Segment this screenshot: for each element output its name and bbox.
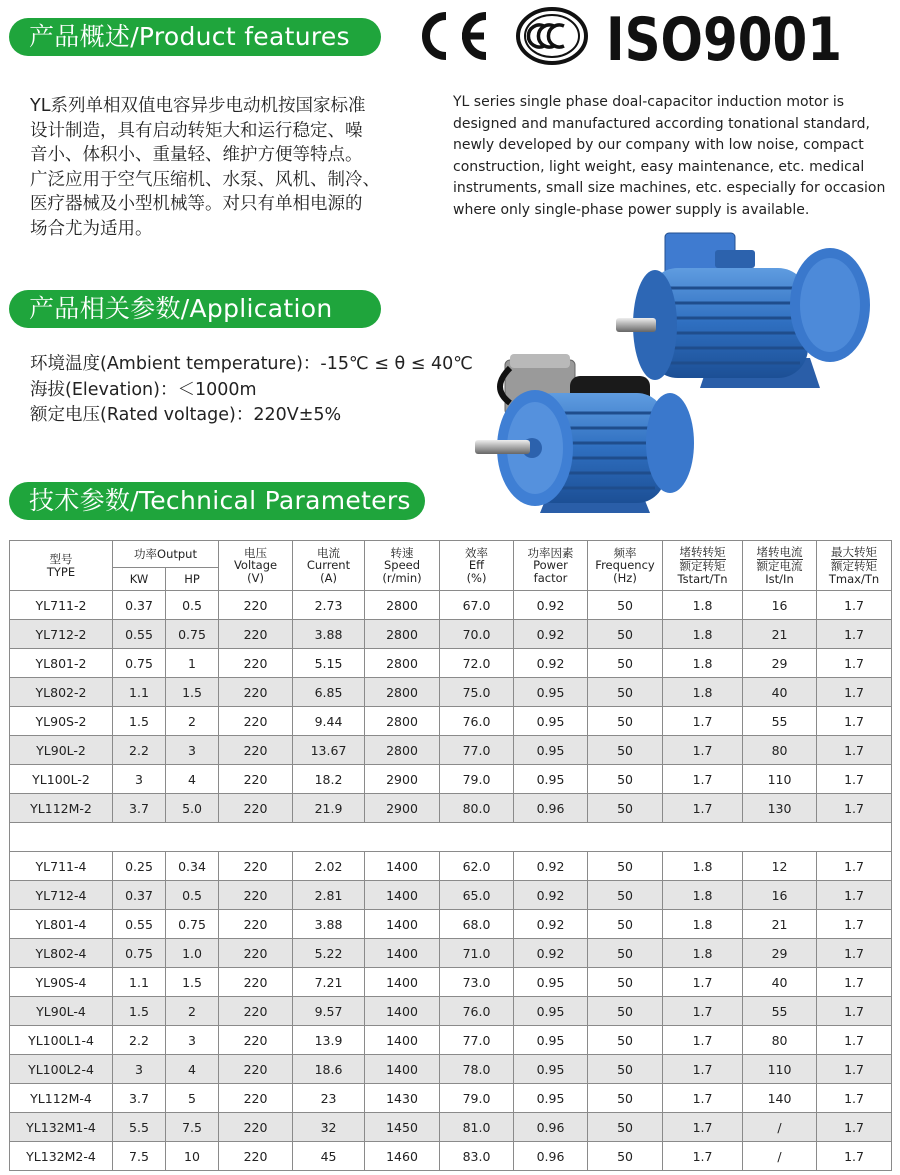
- cell-efficiency: 78.0: [440, 1055, 514, 1084]
- cell-voltage: 220: [219, 852, 293, 881]
- cell-frequency: 50: [588, 997, 663, 1026]
- cell-tmax-tn: 1.7: [817, 910, 892, 939]
- cell-speed: 1400: [365, 1026, 440, 1055]
- cell-speed: 1400: [365, 997, 440, 1026]
- cell-ist-in: 21: [743, 620, 817, 649]
- cell-kw: 0.37: [113, 881, 166, 910]
- cell-power-factor: 0.95: [514, 765, 588, 794]
- ccc-mark-icon: [514, 4, 590, 68]
- heading-application: 产品相关参数/Application: [9, 290, 381, 328]
- cell-power-factor: 0.92: [514, 910, 588, 939]
- cell-efficiency: 76.0: [440, 707, 514, 736]
- cell-type: YL801-4: [10, 910, 113, 939]
- cell-voltage: 220: [219, 881, 293, 910]
- cell-voltage: 220: [219, 591, 293, 620]
- cell-ist-in: 55: [743, 997, 817, 1026]
- cell-speed: 1450: [365, 1113, 440, 1142]
- cell-tmax-tn: 1.7: [817, 765, 892, 794]
- cell-ist-in: /: [743, 1142, 817, 1171]
- header-speed: 转速 Speed (r/min): [365, 541, 440, 591]
- cell-tstart-tn: 1.7: [663, 968, 743, 997]
- cell-current: 13.67: [293, 736, 365, 765]
- cell-current: 5.15: [293, 649, 365, 678]
- cell-type: YL100L1-4: [10, 1026, 113, 1055]
- cell-efficiency: 72.0: [440, 649, 514, 678]
- description-en-line: where only single-phase power supply is available.: [453, 201, 810, 218]
- cell-speed: 2800: [365, 678, 440, 707]
- cell-type: YL90S-2: [10, 707, 113, 736]
- cell-ist-in: 16: [743, 881, 817, 910]
- cell-voltage: 220: [219, 620, 293, 649]
- cell-speed: 2800: [365, 649, 440, 678]
- cell-tmax-tn: 1.7: [817, 1055, 892, 1084]
- cell-ist-in: 80: [743, 736, 817, 765]
- cell-current: 3.88: [293, 620, 365, 649]
- cell-type: YL90S-4: [10, 968, 113, 997]
- cell-tstart-tn: 1.8: [663, 852, 743, 881]
- table-row: [10, 765, 892, 794]
- cell-tstart-tn: 1.8: [663, 620, 743, 649]
- cell-ist-in: 16: [743, 591, 817, 620]
- table-separator-row: [10, 823, 892, 852]
- cell-kw: 0.75: [113, 939, 166, 968]
- description-en-line: construction, light weight, easy maintenance, etc. medical: [453, 158, 865, 175]
- cell-frequency: 50: [588, 968, 663, 997]
- cell-type: YL100L2-4: [10, 1055, 113, 1084]
- cell-voltage: 220: [219, 1084, 293, 1113]
- cell-tmax-tn: 1.7: [817, 620, 892, 649]
- cell-kw: 0.75: [113, 649, 166, 678]
- motor-small: [475, 354, 694, 513]
- cell-ist-in: 40: [743, 968, 817, 997]
- cell-tstart-tn: 1.7: [663, 1142, 743, 1171]
- cell-type: YL132M1-4: [10, 1113, 113, 1142]
- cell-hp: 1.0: [166, 939, 219, 968]
- cell-frequency: 50: [588, 1142, 663, 1171]
- cell-power-factor: 0.95: [514, 997, 588, 1026]
- cell-tstart-tn: 1.8: [663, 881, 743, 910]
- cell-hp: 1.5: [166, 678, 219, 707]
- cell-type: YL802-4: [10, 939, 113, 968]
- cell-hp: 0.34: [166, 852, 219, 881]
- description-cn-line: 场合尤为适用。: [30, 218, 153, 239]
- cell-tstart-tn: 1.8: [663, 678, 743, 707]
- header-type: 型号 TYPE: [10, 541, 113, 591]
- cell-efficiency: 70.0: [440, 620, 514, 649]
- cell-speed: 1400: [365, 1055, 440, 1084]
- header-current: 电流 Current (A): [293, 541, 365, 591]
- cell-frequency: 50: [588, 939, 663, 968]
- cell-voltage: 220: [219, 910, 293, 939]
- cell-frequency: 50: [588, 910, 663, 939]
- cell-power-factor: 0.95: [514, 736, 588, 765]
- cell-ist-in: 12: [743, 852, 817, 881]
- cell-type: YL801-2: [10, 649, 113, 678]
- cell-power-factor: 0.92: [514, 620, 588, 649]
- cell-tmax-tn: 1.7: [817, 707, 892, 736]
- cell-tmax-tn: 1.7: [817, 678, 892, 707]
- table-row: [10, 939, 892, 968]
- cell-frequency: 50: [588, 1055, 663, 1084]
- cell-efficiency: 77.0: [440, 736, 514, 765]
- cell-kw: 5.5: [113, 1113, 166, 1142]
- cell-frequency: 50: [588, 649, 663, 678]
- cell-speed: 1460: [365, 1142, 440, 1171]
- cell-efficiency: 77.0: [440, 1026, 514, 1055]
- cell-power-factor: 0.96: [514, 1113, 588, 1142]
- application-parameters: [30, 352, 473, 429]
- cell-hp: 4: [166, 765, 219, 794]
- cell-hp: 0.5: [166, 881, 219, 910]
- header-frequency: 频率 Frequency (Hz): [588, 541, 663, 591]
- cell-hp: 10: [166, 1142, 219, 1171]
- header-tstart-tn: 堵转转矩 额定转矩 Tstart/Tn: [663, 541, 743, 591]
- cell-tmax-tn: 1.7: [817, 591, 892, 620]
- cell-power-factor: 0.92: [514, 852, 588, 881]
- cell-frequency: 50: [588, 881, 663, 910]
- cell-voltage: 220: [219, 765, 293, 794]
- cell-kw: 0.55: [113, 620, 166, 649]
- cell-frequency: 50: [588, 1113, 663, 1142]
- cell-frequency: 50: [588, 852, 663, 881]
- cell-kw: 0.55: [113, 910, 166, 939]
- description-en-line: designed and manufactured according tonational standard,: [453, 115, 870, 132]
- header-tmax-tn: 最大转矩 额定转矩 Tmax/Tn: [817, 541, 892, 591]
- cell-efficiency: 68.0: [440, 910, 514, 939]
- cell-current: 2.02: [293, 852, 365, 881]
- cell-type: YL711-2: [10, 591, 113, 620]
- cell-tmax-tn: 1.7: [817, 881, 892, 910]
- cell-power-factor: 0.96: [514, 794, 588, 823]
- cell-type: YL712-2: [10, 620, 113, 649]
- cell-kw: 0.37: [113, 591, 166, 620]
- cell-tmax-tn: 1.7: [817, 1142, 892, 1171]
- cell-ist-in: 29: [743, 649, 817, 678]
- cell-frequency: 50: [588, 678, 663, 707]
- cell-power-factor: 0.92: [514, 591, 588, 620]
- table-row: [10, 649, 892, 678]
- cell-current: 5.22: [293, 939, 365, 968]
- cell-type: YL112M-4: [10, 1084, 113, 1113]
- cell-kw: 3.7: [113, 794, 166, 823]
- cell-tmax-tn: 1.7: [817, 939, 892, 968]
- cell-frequency: 50: [588, 1084, 663, 1113]
- cell-tmax-tn: 1.7: [817, 997, 892, 1026]
- cell-frequency: 50: [588, 591, 663, 620]
- cell-kw: 1.5: [113, 707, 166, 736]
- cell-kw: 3: [113, 1055, 166, 1084]
- cell-type: YL90L-4: [10, 997, 113, 1026]
- cell-power-factor: 0.95: [514, 968, 588, 997]
- cell-tstart-tn: 1.8: [663, 591, 743, 620]
- cell-hp: 4: [166, 1055, 219, 1084]
- cell-kw: 3.7: [113, 1084, 166, 1113]
- cell-power-factor: 0.92: [514, 881, 588, 910]
- cell-ist-in: 80: [743, 1026, 817, 1055]
- cell-current: 2.81: [293, 881, 365, 910]
- cell-current: 18.2: [293, 765, 365, 794]
- cell-type: YL712-4: [10, 881, 113, 910]
- cell-efficiency: 80.0: [440, 794, 514, 823]
- cell-kw: 2.2: [113, 1026, 166, 1055]
- cell-type: YL132M2-4: [10, 1142, 113, 1171]
- cell-speed: 1400: [365, 910, 440, 939]
- cell-tstart-tn: 1.7: [663, 1055, 743, 1084]
- cell-ist-in: 130: [743, 794, 817, 823]
- cell-hp: 2: [166, 997, 219, 1026]
- param-elevation: 海拔(Elevation)：＜1000m: [30, 379, 257, 400]
- cell-tstart-tn: 1.7: [663, 1084, 743, 1113]
- cell-ist-in: 40: [743, 678, 817, 707]
- header-kw: KW: [113, 568, 166, 591]
- header-power-factor: 功率因素 Power factor: [514, 541, 588, 591]
- cell-tstart-tn: 1.7: [663, 794, 743, 823]
- heading-product-features: 产品概述/Product features: [9, 18, 381, 56]
- cell-efficiency: 71.0: [440, 939, 514, 968]
- cell-frequency: 50: [588, 794, 663, 823]
- cell-speed: 2900: [365, 794, 440, 823]
- cell-hp: 7.5: [166, 1113, 219, 1142]
- cell-tstart-tn: 1.7: [663, 1113, 743, 1142]
- cell-tmax-tn: 1.7: [817, 1084, 892, 1113]
- cell-current: 9.57: [293, 997, 365, 1026]
- svg-text:ISO9001: ISO9001: [606, 5, 842, 75]
- cell-current: 9.44: [293, 707, 365, 736]
- cell-ist-in: 29: [743, 939, 817, 968]
- cell-kw: 3: [113, 765, 166, 794]
- description-en-line: newly developed by our company with low noise, compact: [453, 137, 864, 153]
- cell-power-factor: 0.92: [514, 649, 588, 678]
- cell-voltage: 220: [219, 968, 293, 997]
- table-row: [10, 591, 892, 620]
- header-voltage: 电压 Voltage (V): [219, 541, 293, 591]
- cell-efficiency: 76.0: [440, 997, 514, 1026]
- param-rated-voltage: 额定电压(Rated voltage)：220V±5%: [30, 405, 342, 425]
- cell-current: 2.73: [293, 591, 365, 620]
- cell-speed: 2800: [365, 620, 440, 649]
- cell-ist-in: 140: [743, 1084, 817, 1113]
- cell-hp: 0.75: [166, 910, 219, 939]
- cell-voltage: 220: [219, 1026, 293, 1055]
- cell-speed: 1400: [365, 852, 440, 881]
- header-output: 功率Output: [113, 541, 219, 568]
- cell-voltage: 220: [219, 678, 293, 707]
- cell-speed: 2800: [365, 736, 440, 765]
- technical-parameters-table: [9, 540, 892, 1171]
- description-english: [453, 92, 893, 221]
- cell-speed: 1400: [365, 881, 440, 910]
- param-ambient-temperature: 环境温度(Ambient temperature)：-15℃ ≤ θ ≤ 40℃: [30, 354, 473, 374]
- cell-hp: 5: [166, 1084, 219, 1113]
- cell-speed: 2800: [365, 591, 440, 620]
- cell-hp: 1: [166, 649, 219, 678]
- description-en-line: instruments, small size machines, etc. especially for occasion: [453, 180, 886, 196]
- cell-frequency: 50: [588, 707, 663, 736]
- cell-frequency: 50: [588, 1026, 663, 1055]
- table-row: [10, 1055, 892, 1084]
- cell-ist-in: 110: [743, 1055, 817, 1084]
- cell-current: 45: [293, 1142, 365, 1171]
- cell-kw: 2.2: [113, 736, 166, 765]
- cell-voltage: 220: [219, 649, 293, 678]
- cell-tmax-tn: 1.7: [817, 736, 892, 765]
- header-ist-in: 堵转电流 额定电流 Ist/In: [743, 541, 817, 591]
- table-row: [10, 678, 892, 707]
- cell-tmax-tn: 1.7: [817, 1113, 892, 1142]
- cell-kw: 7.5: [113, 1142, 166, 1171]
- cell-efficiency: 75.0: [440, 678, 514, 707]
- description-cn-line: YL系列单相双值电容异步电动机按国家标准: [30, 96, 366, 116]
- cell-tstart-tn: 1.8: [663, 649, 743, 678]
- cell-type: YL711-4: [10, 852, 113, 881]
- iso9001-mark: [606, 4, 846, 75]
- cell-voltage: 220: [219, 1055, 293, 1084]
- cell-voltage: 220: [219, 997, 293, 1026]
- cell-tmax-tn: 1.7: [817, 794, 892, 823]
- cell-efficiency: 81.0: [440, 1113, 514, 1142]
- description-cn-line: 医疗器械及小型机械等。对只有单相电源的: [30, 194, 363, 214]
- cell-type: YL802-2: [10, 678, 113, 707]
- table-row: [10, 1142, 892, 1171]
- cell-ist-in: /: [743, 1113, 817, 1142]
- cell-ist-in: 55: [743, 707, 817, 736]
- header-efficiency: 效率 Eff (%): [440, 541, 514, 591]
- table-row: [10, 910, 892, 939]
- cell-power-factor: 0.96: [514, 1142, 588, 1171]
- cell-tmax-tn: 1.7: [817, 649, 892, 678]
- cell-voltage: 220: [219, 939, 293, 968]
- cell-tstart-tn: 1.7: [663, 997, 743, 1026]
- table-row: [10, 736, 892, 765]
- cell-power-factor: 0.95: [514, 1026, 588, 1055]
- cell-speed: 1430: [365, 1084, 440, 1113]
- cell-power-factor: 0.92: [514, 939, 588, 968]
- cell-current: 13.9: [293, 1026, 365, 1055]
- description-cn-line: 广泛应用于空气压缩机、水泵、风机、制冷、: [30, 169, 380, 190]
- cell-voltage: 220: [219, 794, 293, 823]
- cell-efficiency: 67.0: [440, 591, 514, 620]
- cell-kw: 1.1: [113, 678, 166, 707]
- cell-type: YL112M-2: [10, 794, 113, 823]
- cell-speed: 1400: [365, 939, 440, 968]
- cell-current: 3.88: [293, 910, 365, 939]
- cell-tstart-tn: 1.7: [663, 765, 743, 794]
- cell-efficiency: 65.0: [440, 881, 514, 910]
- cell-hp: 0.75: [166, 620, 219, 649]
- cell-tstart-tn: 1.8: [663, 910, 743, 939]
- cell-voltage: 220: [219, 736, 293, 765]
- cell-kw: 0.25: [113, 852, 166, 881]
- cell-ist-in: 21: [743, 910, 817, 939]
- separator-cell: [10, 823, 892, 852]
- table-row: [10, 1026, 892, 1055]
- description-cn-line: 设计制造，具有启动转矩大和运行稳定、噪: [30, 120, 363, 141]
- cell-tstart-tn: 1.7: [663, 1026, 743, 1055]
- description-chinese: [30, 94, 430, 241]
- cell-efficiency: 79.0: [440, 1084, 514, 1113]
- motor-large: [616, 233, 870, 388]
- cell-current: 18.6: [293, 1055, 365, 1084]
- table-row: [10, 881, 892, 910]
- cell-efficiency: 79.0: [440, 765, 514, 794]
- cell-hp: 1.5: [166, 968, 219, 997]
- table-row: [10, 1084, 892, 1113]
- ce-mark-icon: [412, 4, 492, 68]
- cell-voltage: 220: [219, 1113, 293, 1142]
- cell-kw: 1.1: [113, 968, 166, 997]
- cell-ist-in: 110: [743, 765, 817, 794]
- cell-efficiency: 62.0: [440, 852, 514, 881]
- description-en-line: YL series single phase doal-capacitor induction motor is: [453, 94, 845, 110]
- table-row: [10, 997, 892, 1026]
- cell-power-factor: 0.95: [514, 1084, 588, 1113]
- cell-tstart-tn: 1.7: [663, 707, 743, 736]
- cell-current: 6.85: [293, 678, 365, 707]
- cell-power-factor: 0.95: [514, 707, 588, 736]
- cell-hp: 3: [166, 736, 219, 765]
- cell-tmax-tn: 1.7: [817, 968, 892, 997]
- cell-power-factor: 0.95: [514, 678, 588, 707]
- cell-current: 23: [293, 1084, 365, 1113]
- cell-hp: 5.0: [166, 794, 219, 823]
- heading-technical-parameters: 技术参数/Technical Parameters: [9, 482, 425, 520]
- cell-speed: 2900: [365, 765, 440, 794]
- cell-frequency: 50: [588, 765, 663, 794]
- cell-frequency: 50: [588, 736, 663, 765]
- cell-hp: 0.5: [166, 591, 219, 620]
- cell-tstart-tn: 1.7: [663, 736, 743, 765]
- table-row: [10, 794, 892, 823]
- cell-speed: 1400: [365, 968, 440, 997]
- cell-hp: 2: [166, 707, 219, 736]
- cell-current: 32: [293, 1113, 365, 1142]
- table-row: [10, 968, 892, 997]
- cell-tmax-tn: 1.7: [817, 1026, 892, 1055]
- table-row: [10, 1113, 892, 1142]
- table-row: [10, 620, 892, 649]
- cell-type: YL100L-2: [10, 765, 113, 794]
- cell-current: 21.9: [293, 794, 365, 823]
- table-row: [10, 707, 892, 736]
- header-hp: HP: [166, 568, 219, 591]
- cell-voltage: 220: [219, 1142, 293, 1171]
- cell-tmax-tn: 1.7: [817, 852, 892, 881]
- cell-efficiency: 83.0: [440, 1142, 514, 1171]
- cell-tstart-tn: 1.8: [663, 939, 743, 968]
- cell-frequency: 50: [588, 620, 663, 649]
- description-cn-line: 音小、体积小、重量轻、维护方便等特点。: [30, 145, 363, 165]
- cell-voltage: 220: [219, 707, 293, 736]
- cell-efficiency: 73.0: [440, 968, 514, 997]
- cell-kw: 1.5: [113, 997, 166, 1026]
- table-row: [10, 852, 892, 881]
- cell-power-factor: 0.95: [514, 1055, 588, 1084]
- motor-product-image: [470, 228, 880, 518]
- cell-speed: 2800: [365, 707, 440, 736]
- cell-type: YL90L-2: [10, 736, 113, 765]
- cell-hp: 3: [166, 1026, 219, 1055]
- cell-current: 7.21: [293, 968, 365, 997]
